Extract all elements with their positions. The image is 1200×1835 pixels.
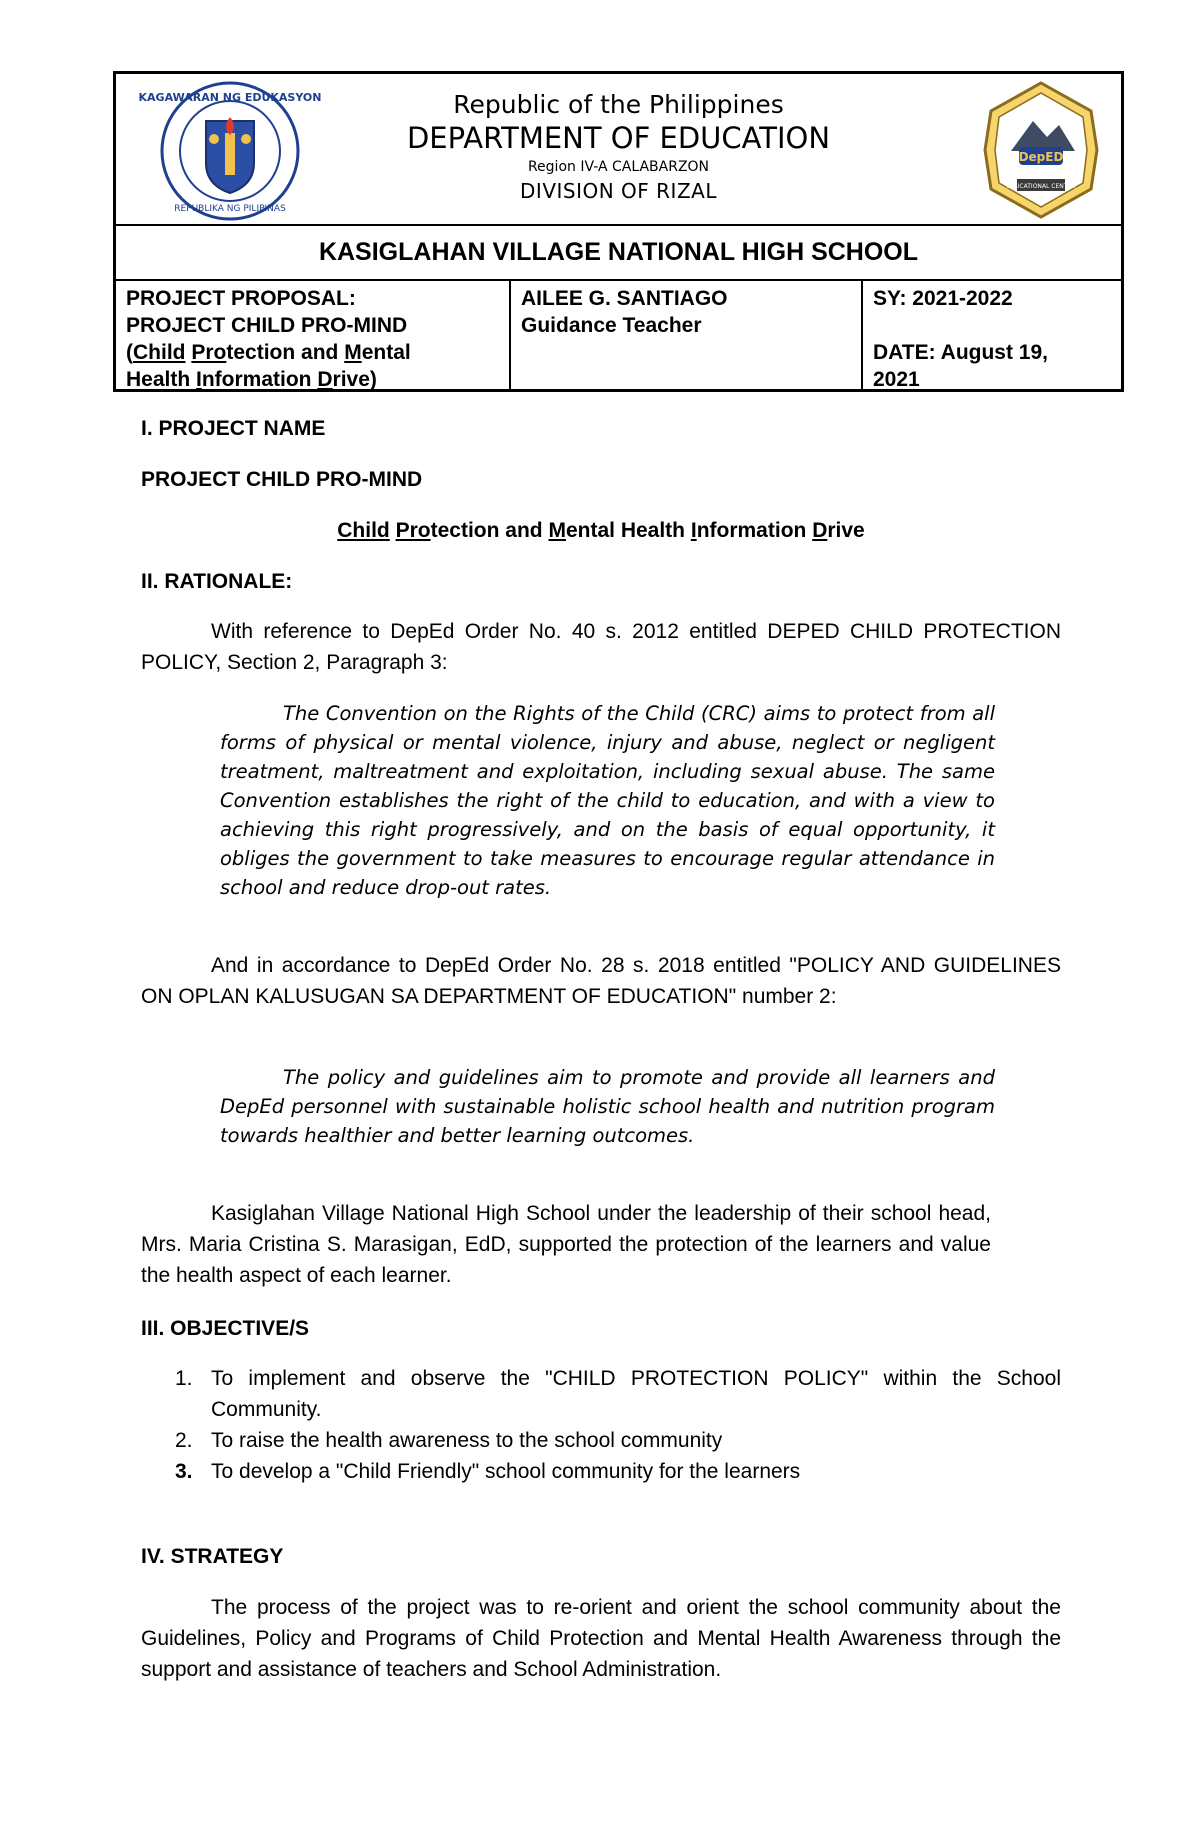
proposal-label: PROJECT PROPOSAL: [126, 287, 356, 310]
project-full-name: Child Protection and Mental Health Information Drive [337, 519, 865, 542]
school-year: SY: 2021-2022 [873, 287, 1013, 310]
objectives-heading-wrap [141, 1313, 1061, 1344]
section-4-heading: IV. STRATEGY [141, 1545, 284, 1568]
project-name-line [141, 464, 1061, 495]
quote-crc: The Convention on the Rights of the Child (CRC) aims to protect from all forms of physical or mental violence, injury and abuse, neglect or negligent treatment, maltreatment and exploitation, including sexual abuse. The same Convention establishes the right of the child to education, and with a view to achieving this right progressively, and on the basis of equal opportunity, it obliges the government to take measures to encourage regular attendance in school and reduce drop-out rates. [220, 702, 995, 899]
acronym-line-2: Health Information Drive) [126, 368, 377, 391]
quote-2-wrap [141, 1063, 1061, 1150]
section-3-heading: III. OBJECTIVE/S [141, 1317, 310, 1340]
svg-text:REPUBLIKA NG PILIPINAS: REPUBLIKA NG PILIPINAS [174, 204, 286, 214]
rationale-paragraph-2: And in accordance to DepEd Order No. 28 s. 2018 entitled "POLICY AND GUIDELINES ON OPLAN KALUSUGAN SA DEPARTMENT OF EDUCATION" number 2: [141, 954, 1061, 1008]
author-role: Guidance Teacher [521, 314, 702, 337]
school-seal-logo [983, 81, 1099, 219]
list-item: 2. To raise the health awareness to the school community [175, 1429, 723, 1452]
department-line: DEPARTMENT OF EDUCATION [406, 121, 831, 155]
author-cell [511, 281, 863, 389]
project-info-row [116, 281, 1121, 389]
division-line: DIVISION OF RIZAL [520, 179, 717, 203]
rationale-heading-wrap [141, 566, 1061, 597]
proposal-cell [116, 281, 511, 389]
acronym-line-1: (Child Protection and Mental [126, 341, 411, 364]
rationale-paragraph-3: Kasiglahan Village National High School under the leadership of their school head, Mrs. Maria Cristina S. Marasigan, EdD, supported the protection of the learners and value the health aspect of each learner. [141, 1202, 991, 1287]
author-name: AILEE G. SANTIAGO [521, 287, 728, 310]
letterhead [113, 71, 1124, 392]
strategy-heading-wrap [141, 1541, 1061, 1572]
svg-text:EDUCATIONAL CENTER: EDUCATIONAL CENTER [1006, 183, 1076, 190]
strategy-paragraph: The process of the project was to re-orient and orient the school community about the Guidelines, Policy and Programs of Child Protection and Mental Health Awareness through the support and assistance of teachers and School Administration. [141, 1596, 1061, 1681]
strategy-p1-wrap [141, 1592, 1061, 1685]
letterhead-top [116, 74, 1121, 226]
project-title: PROJECT CHILD PRO-MIND [126, 314, 408, 337]
quote-1-wrap [141, 699, 1061, 902]
objectives-list-wrap [141, 1363, 1061, 1487]
list-item: 1. To implement and observe the "CHILD PROTECTION POLICY" within the School Community. [175, 1367, 1061, 1421]
date-line-2: 2021 [873, 368, 920, 391]
date-cell [863, 281, 1121, 389]
section-2-heading: II. RATIONALE: [141, 570, 293, 593]
svg-text:DepED: DepED [1018, 150, 1064, 164]
school-name: KASIGLAHAN VILLAGE NATIONAL HIGH SCHOOL [116, 226, 1121, 281]
date-line-1: DATE: August 19, [873, 341, 1049, 364]
rationale-paragraph-1: With reference to DepEd Order No. 40 s. 2012 entitled DEPED CHILD PROTECTION POLICY, Section 2, Paragraph 3: [141, 620, 1061, 674]
agency-block [116, 74, 1121, 204]
region-line: Region IV-A CALABARZON [527, 159, 710, 175]
section-project-name [141, 413, 1061, 444]
objectives-list [141, 1363, 1061, 1487]
list-item: 3. To develop a "Child Friendly" school community for the learners [175, 1460, 801, 1483]
republic-line: Republic of the Philippines [453, 90, 784, 119]
rationale-p1-wrap [141, 616, 1061, 678]
rationale-p2-wrap [141, 950, 1061, 1012]
project-name: PROJECT CHILD PRO-MIND [141, 468, 423, 491]
svg-text:KAGAWARAN NG EDUKASYON: KAGAWARAN NG EDUKASYON [138, 91, 322, 104]
section-1-heading: I. PROJECT NAME [141, 417, 326, 440]
rationale-p3-wrap [141, 1198, 991, 1291]
quote-oplan-kalusugan: The policy and guidelines aim to promote and provide all learners and DepEd personnel with sustainable holistic school health and nutrition program towards healthier and better learning outcomes. [220, 1066, 995, 1147]
